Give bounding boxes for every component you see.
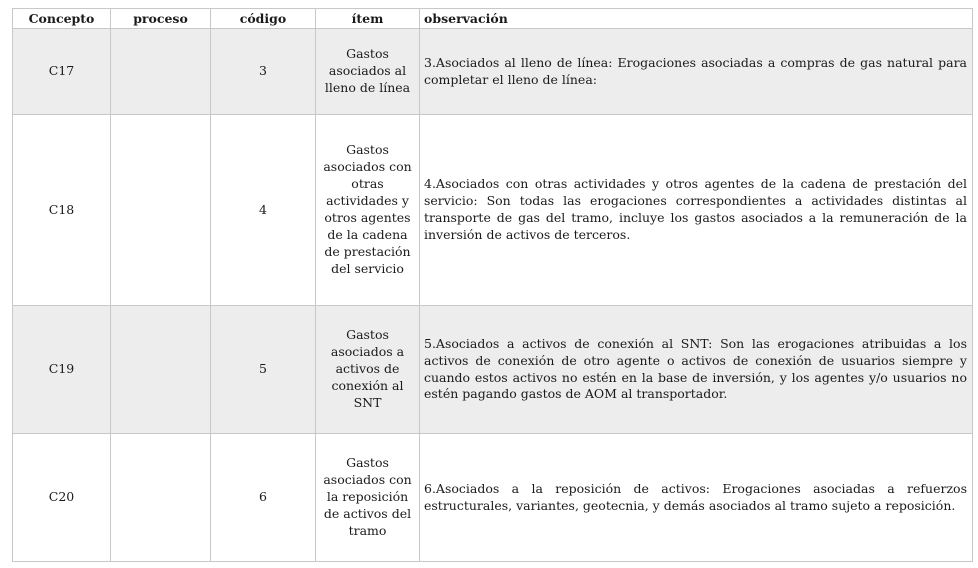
- cell-proceso: [111, 306, 211, 434]
- cell-concepto: C18: [13, 115, 111, 306]
- cell-proceso: [111, 434, 211, 562]
- cell-codigo: 4: [211, 115, 316, 306]
- cell-proceso: [111, 115, 211, 306]
- header-item: ítem: [316, 9, 420, 29]
- concepts-table: [12, 8, 973, 562]
- cell-observacion: 4.Asociados con otras actividades y otros agentes de la cadena de prestación del servicio: Son todas las erogaciones correspondientes a actividades distintas al transporte de gas del tramo, incluye los gastos asociados a la remuneración de la inversión de activos de terceros.: [420, 115, 973, 306]
- cell-concepto: C20: [13, 434, 111, 562]
- header-observacion: observación: [420, 9, 973, 29]
- header-concepto: Concepto: [13, 9, 111, 29]
- header-proceso: proceso: [111, 9, 211, 29]
- cell-concepto: C19: [13, 306, 111, 434]
- cell-item: Gastos asociados al lleno de línea: [316, 29, 420, 115]
- cell-codigo: 3: [211, 29, 316, 115]
- cell-codigo: 6: [211, 434, 316, 562]
- header-codigo: código: [211, 9, 316, 29]
- cell-observacion: 6.Asociados a la reposición de activos: Erogaciones asociadas a refuerzos estructurales, variantes, geotecnia, y demás asociados al tramo sujeto a reposición.: [420, 434, 973, 562]
- table-row: [13, 434, 973, 562]
- table-row: [13, 29, 973, 115]
- table-row: [13, 306, 973, 434]
- cell-item: Gastos asociados a activos de conexión al SNT: [316, 306, 420, 434]
- cell-observacion: 3.Asociados al lleno de línea: Erogaciones asociadas a compras de gas natural para completar el lleno de línea:: [420, 29, 973, 115]
- table-row: [13, 115, 973, 306]
- cell-observacion: 5.Asociados a activos de conexión al SNT: Son las erogaciones atribuidas a los activos de conexión de otro agente o activos de conexión de usuarios siempre y cuando estos activos no estén en la base de inversión, y los agentes y/o usuarios no estén pagando gastos de AOM al transportador.: [420, 306, 973, 434]
- cell-item: Gastos asociados con la reposición de activos del tramo: [316, 434, 420, 562]
- cell-proceso: [111, 29, 211, 115]
- cell-item: Gastos asociados con otras actividades y otros agentes de la cadena de prestación del servicio: [316, 115, 420, 306]
- cell-codigo: 5: [211, 306, 316, 434]
- cell-concepto: C17: [13, 29, 111, 115]
- header-row: [13, 9, 973, 29]
